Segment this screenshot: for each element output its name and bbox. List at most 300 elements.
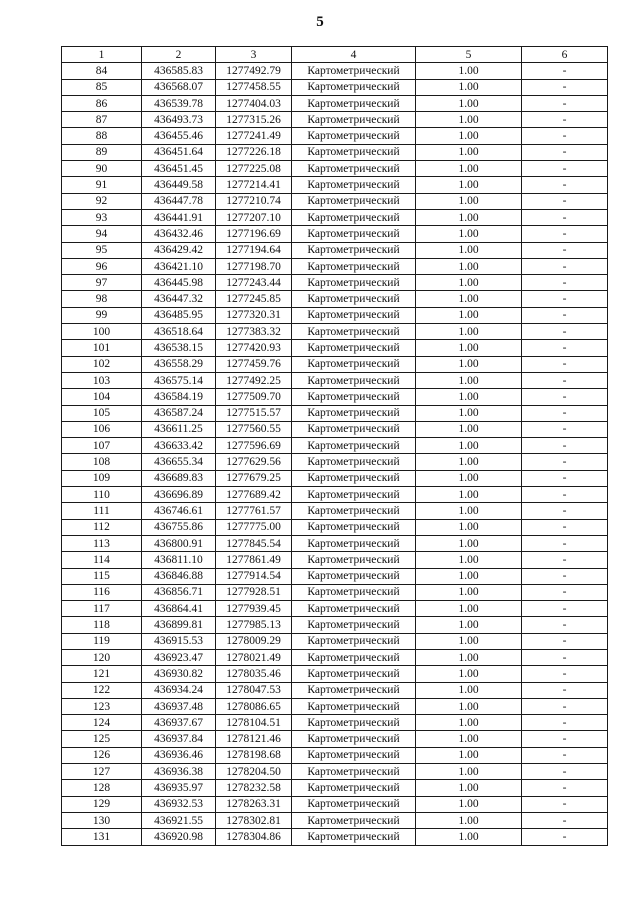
y-coordinate-cell: 1277420.93 bbox=[216, 340, 292, 356]
accuracy-cell: 1.00 bbox=[416, 291, 522, 307]
table-row bbox=[62, 340, 608, 356]
method-cell: Картометрический bbox=[292, 275, 416, 291]
point-number-cell: 121 bbox=[62, 666, 142, 682]
point-number-cell: 117 bbox=[62, 601, 142, 617]
accuracy-cell: 1.00 bbox=[416, 79, 522, 95]
accuracy-cell: 1.00 bbox=[416, 568, 522, 584]
y-coordinate-cell: 1277320.31 bbox=[216, 307, 292, 323]
method-cell: Картометрический bbox=[292, 372, 416, 388]
method-cell: Картометрический bbox=[292, 128, 416, 144]
note-cell: - bbox=[522, 812, 608, 828]
x-coordinate-cell: 436864.41 bbox=[142, 601, 216, 617]
point-number-cell: 89 bbox=[62, 144, 142, 160]
method-cell: Картометрический bbox=[292, 79, 416, 95]
table-row bbox=[62, 128, 608, 144]
table-row bbox=[62, 389, 608, 405]
method-cell: Картометрический bbox=[292, 161, 416, 177]
note-cell: - bbox=[522, 747, 608, 763]
table-row bbox=[62, 454, 608, 470]
y-coordinate-cell: 1278232.58 bbox=[216, 780, 292, 796]
method-cell: Картометрический bbox=[292, 829, 416, 845]
note-cell: - bbox=[522, 698, 608, 714]
method-cell: Картометрический bbox=[292, 144, 416, 160]
x-coordinate-cell: 436611.25 bbox=[142, 421, 216, 437]
accuracy-cell: 1.00 bbox=[416, 764, 522, 780]
note-cell: - bbox=[522, 324, 608, 340]
table-row bbox=[62, 568, 608, 584]
x-coordinate-cell: 436575.14 bbox=[142, 372, 216, 388]
accuracy-cell: 1.00 bbox=[416, 519, 522, 535]
y-coordinate-cell: 1278304.86 bbox=[216, 829, 292, 845]
note-cell: - bbox=[522, 372, 608, 388]
note-cell: - bbox=[522, 421, 608, 437]
table-row bbox=[62, 519, 608, 535]
accuracy-cell: 1.00 bbox=[416, 95, 522, 111]
point-number-cell: 104 bbox=[62, 389, 142, 405]
x-coordinate-cell: 436568.07 bbox=[142, 79, 216, 95]
note-cell: - bbox=[522, 487, 608, 503]
y-coordinate-cell: 1277245.85 bbox=[216, 291, 292, 307]
point-number-cell: 126 bbox=[62, 747, 142, 763]
method-cell: Картометрический bbox=[292, 796, 416, 812]
table-row bbox=[62, 715, 608, 731]
x-coordinate-cell: 436485.95 bbox=[142, 307, 216, 323]
point-number-cell: 116 bbox=[62, 584, 142, 600]
method-cell: Картометрический bbox=[292, 698, 416, 714]
y-coordinate-cell: 1277214.41 bbox=[216, 177, 292, 193]
note-cell: - bbox=[522, 584, 608, 600]
accuracy-cell: 1.00 bbox=[416, 552, 522, 568]
page-number: 5 bbox=[316, 14, 324, 30]
point-number-cell: 123 bbox=[62, 698, 142, 714]
point-number-cell: 118 bbox=[62, 617, 142, 633]
accuracy-cell: 1.00 bbox=[416, 144, 522, 160]
point-number-cell: 93 bbox=[62, 209, 142, 225]
accuracy-cell: 1.00 bbox=[416, 584, 522, 600]
table-row bbox=[62, 405, 608, 421]
table-header-row bbox=[62, 47, 608, 63]
y-coordinate-cell: 1277560.55 bbox=[216, 421, 292, 437]
method-cell: Картометрический bbox=[292, 307, 416, 323]
table-row bbox=[62, 193, 608, 209]
x-coordinate-cell: 436451.64 bbox=[142, 144, 216, 160]
accuracy-cell: 1.00 bbox=[416, 829, 522, 845]
accuracy-cell: 1.00 bbox=[416, 649, 522, 665]
point-number-cell: 103 bbox=[62, 372, 142, 388]
method-cell: Картометрический bbox=[292, 112, 416, 128]
table-row bbox=[62, 764, 608, 780]
column-header: 2 bbox=[142, 47, 216, 63]
note-cell: - bbox=[522, 535, 608, 551]
table-row bbox=[62, 682, 608, 698]
method-cell: Картометрический bbox=[292, 95, 416, 111]
point-number-cell: 84 bbox=[62, 63, 142, 79]
x-coordinate-cell: 436447.78 bbox=[142, 193, 216, 209]
table-row bbox=[62, 535, 608, 551]
x-coordinate-cell: 436493.73 bbox=[142, 112, 216, 128]
point-number-cell: 108 bbox=[62, 454, 142, 470]
accuracy-cell: 1.00 bbox=[416, 275, 522, 291]
note-cell: - bbox=[522, 503, 608, 519]
x-coordinate-cell: 436755.86 bbox=[142, 519, 216, 535]
method-cell: Картометрический bbox=[292, 747, 416, 763]
table-row bbox=[62, 258, 608, 274]
table-row bbox=[62, 161, 608, 177]
y-coordinate-cell: 1277243.44 bbox=[216, 275, 292, 291]
note-cell: - bbox=[522, 666, 608, 682]
x-coordinate-cell: 436746.61 bbox=[142, 503, 216, 519]
x-coordinate-cell: 436429.42 bbox=[142, 242, 216, 258]
point-number-cell: 111 bbox=[62, 503, 142, 519]
y-coordinate-cell: 1278121.46 bbox=[216, 731, 292, 747]
table-row bbox=[62, 731, 608, 747]
y-coordinate-cell: 1277226.18 bbox=[216, 144, 292, 160]
table-row bbox=[62, 242, 608, 258]
y-coordinate-cell: 1277492.79 bbox=[216, 63, 292, 79]
note-cell: - bbox=[522, 275, 608, 291]
note-cell: - bbox=[522, 340, 608, 356]
table-row bbox=[62, 633, 608, 649]
method-cell: Картометрический bbox=[292, 258, 416, 274]
table-row bbox=[62, 601, 608, 617]
x-coordinate-cell: 436846.88 bbox=[142, 568, 216, 584]
note-cell: - bbox=[522, 177, 608, 193]
note-cell: - bbox=[522, 193, 608, 209]
point-number-cell: 90 bbox=[62, 161, 142, 177]
method-cell: Картометрический bbox=[292, 780, 416, 796]
method-cell: Картометрический bbox=[292, 405, 416, 421]
method-cell: Картометрический bbox=[292, 601, 416, 617]
x-coordinate-cell: 436455.46 bbox=[142, 128, 216, 144]
point-number-cell: 114 bbox=[62, 552, 142, 568]
accuracy-cell: 1.00 bbox=[416, 242, 522, 258]
accuracy-cell: 1.00 bbox=[416, 112, 522, 128]
accuracy-cell: 1.00 bbox=[416, 177, 522, 193]
method-cell: Картометрический bbox=[292, 193, 416, 209]
accuracy-cell: 1.00 bbox=[416, 715, 522, 731]
method-cell: Картометрический bbox=[292, 242, 416, 258]
accuracy-cell: 1.00 bbox=[416, 601, 522, 617]
accuracy-cell: 1.00 bbox=[416, 535, 522, 551]
y-coordinate-cell: 1277196.69 bbox=[216, 226, 292, 242]
note-cell: - bbox=[522, 405, 608, 421]
point-number-cell: 120 bbox=[62, 649, 142, 665]
x-coordinate-cell: 436449.58 bbox=[142, 177, 216, 193]
note-cell: - bbox=[522, 128, 608, 144]
method-cell: Картометрический bbox=[292, 552, 416, 568]
x-coordinate-cell: 436923.47 bbox=[142, 649, 216, 665]
accuracy-cell: 1.00 bbox=[416, 258, 522, 274]
method-cell: Картометрический bbox=[292, 209, 416, 225]
method-cell: Картометрический bbox=[292, 568, 416, 584]
note-cell: - bbox=[522, 633, 608, 649]
note-cell: - bbox=[522, 63, 608, 79]
x-coordinate-cell: 436921.55 bbox=[142, 812, 216, 828]
point-number-cell: 109 bbox=[62, 470, 142, 486]
point-number-cell: 91 bbox=[62, 177, 142, 193]
point-number-cell: 128 bbox=[62, 780, 142, 796]
method-cell: Картометрический bbox=[292, 470, 416, 486]
note-cell: - bbox=[522, 112, 608, 128]
accuracy-cell: 1.00 bbox=[416, 812, 522, 828]
method-cell: Картометрический bbox=[292, 291, 416, 307]
y-coordinate-cell: 1278204.50 bbox=[216, 764, 292, 780]
y-coordinate-cell: 1277315.26 bbox=[216, 112, 292, 128]
x-coordinate-cell: 436937.67 bbox=[142, 715, 216, 731]
note-cell: - bbox=[522, 242, 608, 258]
method-cell: Картометрический bbox=[292, 649, 416, 665]
column-header: 3 bbox=[216, 47, 292, 63]
point-number-cell: 96 bbox=[62, 258, 142, 274]
table-row bbox=[62, 666, 608, 682]
x-coordinate-cell: 436800.91 bbox=[142, 535, 216, 551]
y-coordinate-cell: 1278198.68 bbox=[216, 747, 292, 763]
note-cell: - bbox=[522, 161, 608, 177]
accuracy-cell: 1.00 bbox=[416, 307, 522, 323]
x-coordinate-cell: 436445.98 bbox=[142, 275, 216, 291]
note-cell: - bbox=[522, 470, 608, 486]
point-number-cell: 101 bbox=[62, 340, 142, 356]
y-coordinate-cell: 1277241.49 bbox=[216, 128, 292, 144]
column-header: 6 bbox=[522, 47, 608, 63]
table-row bbox=[62, 421, 608, 437]
y-coordinate-cell: 1277207.10 bbox=[216, 209, 292, 225]
method-cell: Картометрический bbox=[292, 63, 416, 79]
accuracy-cell: 1.00 bbox=[416, 372, 522, 388]
column-header: 1 bbox=[62, 47, 142, 63]
y-coordinate-cell: 1278021.49 bbox=[216, 649, 292, 665]
point-number-cell: 94 bbox=[62, 226, 142, 242]
x-coordinate-cell: 436935.97 bbox=[142, 780, 216, 796]
x-coordinate-cell: 436899.81 bbox=[142, 617, 216, 633]
x-coordinate-cell: 436432.46 bbox=[142, 226, 216, 242]
note-cell: - bbox=[522, 519, 608, 535]
method-cell: Картометрический bbox=[292, 340, 416, 356]
method-cell: Картометрический bbox=[292, 617, 416, 633]
table-row bbox=[62, 503, 608, 519]
method-cell: Картометрический bbox=[292, 764, 416, 780]
table-row bbox=[62, 780, 608, 796]
table-row bbox=[62, 552, 608, 568]
x-coordinate-cell: 436915.53 bbox=[142, 633, 216, 649]
note-cell: - bbox=[522, 389, 608, 405]
method-cell: Картометрический bbox=[292, 324, 416, 340]
point-number-cell: 97 bbox=[62, 275, 142, 291]
point-number-cell: 106 bbox=[62, 421, 142, 437]
x-coordinate-cell: 436655.34 bbox=[142, 454, 216, 470]
note-cell: - bbox=[522, 601, 608, 617]
note-cell: - bbox=[522, 291, 608, 307]
table-row bbox=[62, 796, 608, 812]
table-row bbox=[62, 372, 608, 388]
note-cell: - bbox=[522, 829, 608, 845]
table-row bbox=[62, 356, 608, 372]
accuracy-cell: 1.00 bbox=[416, 340, 522, 356]
point-number-cell: 85 bbox=[62, 79, 142, 95]
point-number-cell: 110 bbox=[62, 487, 142, 503]
table-row bbox=[62, 307, 608, 323]
x-coordinate-cell: 436856.71 bbox=[142, 584, 216, 600]
point-number-cell: 124 bbox=[62, 715, 142, 731]
method-cell: Картометрический bbox=[292, 535, 416, 551]
point-number-cell: 122 bbox=[62, 682, 142, 698]
method-cell: Картометрический bbox=[292, 177, 416, 193]
note-cell: - bbox=[522, 715, 608, 731]
point-number-cell: 127 bbox=[62, 764, 142, 780]
y-coordinate-cell: 1277761.57 bbox=[216, 503, 292, 519]
y-coordinate-cell: 1277225.08 bbox=[216, 161, 292, 177]
point-number-cell: 100 bbox=[62, 324, 142, 340]
method-cell: Картометрический bbox=[292, 731, 416, 747]
y-coordinate-cell: 1277985.13 bbox=[216, 617, 292, 633]
method-cell: Картометрический bbox=[292, 389, 416, 405]
x-coordinate-cell: 436936.38 bbox=[142, 764, 216, 780]
y-coordinate-cell: 1277458.55 bbox=[216, 79, 292, 95]
y-coordinate-cell: 1277459.76 bbox=[216, 356, 292, 372]
note-cell: - bbox=[522, 682, 608, 698]
note-cell: - bbox=[522, 438, 608, 454]
accuracy-cell: 1.00 bbox=[416, 421, 522, 437]
x-coordinate-cell: 436689.83 bbox=[142, 470, 216, 486]
table-row bbox=[62, 470, 608, 486]
table-row bbox=[62, 63, 608, 79]
table-row bbox=[62, 698, 608, 714]
table-body bbox=[62, 63, 608, 845]
y-coordinate-cell: 1278086.65 bbox=[216, 698, 292, 714]
y-coordinate-cell: 1277492.25 bbox=[216, 372, 292, 388]
x-coordinate-cell: 436920.98 bbox=[142, 829, 216, 845]
accuracy-cell: 1.00 bbox=[416, 324, 522, 340]
accuracy-cell: 1.00 bbox=[416, 731, 522, 747]
note-cell: - bbox=[522, 731, 608, 747]
point-number-cell: 98 bbox=[62, 291, 142, 307]
x-coordinate-cell: 436696.89 bbox=[142, 487, 216, 503]
table-row bbox=[62, 487, 608, 503]
accuracy-cell: 1.00 bbox=[416, 470, 522, 486]
x-coordinate-cell: 436538.15 bbox=[142, 340, 216, 356]
coordinates-table bbox=[61, 46, 608, 846]
accuracy-cell: 1.00 bbox=[416, 356, 522, 372]
method-cell: Картометрический bbox=[292, 356, 416, 372]
point-number-cell: 130 bbox=[62, 812, 142, 828]
x-coordinate-cell: 436937.84 bbox=[142, 731, 216, 747]
x-coordinate-cell: 436936.46 bbox=[142, 747, 216, 763]
point-number-cell: 112 bbox=[62, 519, 142, 535]
accuracy-cell: 1.00 bbox=[416, 161, 522, 177]
y-coordinate-cell: 1277914.54 bbox=[216, 568, 292, 584]
method-cell: Картометрический bbox=[292, 454, 416, 470]
column-header: 5 bbox=[416, 47, 522, 63]
note-cell: - bbox=[522, 144, 608, 160]
note-cell: - bbox=[522, 307, 608, 323]
y-coordinate-cell: 1277509.70 bbox=[216, 389, 292, 405]
y-coordinate-cell: 1277596.69 bbox=[216, 438, 292, 454]
y-coordinate-cell: 1277629.56 bbox=[216, 454, 292, 470]
table-row bbox=[62, 177, 608, 193]
x-coordinate-cell: 436934.24 bbox=[142, 682, 216, 698]
method-cell: Картометрический bbox=[292, 487, 416, 503]
method-cell: Картометрический bbox=[292, 666, 416, 682]
note-cell: - bbox=[522, 258, 608, 274]
method-cell: Картометрический bbox=[292, 584, 416, 600]
note-cell: - bbox=[522, 454, 608, 470]
x-coordinate-cell: 436421.10 bbox=[142, 258, 216, 274]
method-cell: Картометрический bbox=[292, 226, 416, 242]
y-coordinate-cell: 1278302.81 bbox=[216, 812, 292, 828]
table-row bbox=[62, 812, 608, 828]
column-header: 4 bbox=[292, 47, 416, 63]
note-cell: - bbox=[522, 649, 608, 665]
accuracy-cell: 1.00 bbox=[416, 63, 522, 79]
y-coordinate-cell: 1277939.45 bbox=[216, 601, 292, 617]
table-row bbox=[62, 226, 608, 242]
point-number-cell: 107 bbox=[62, 438, 142, 454]
x-coordinate-cell: 436539.78 bbox=[142, 95, 216, 111]
y-coordinate-cell: 1277775.00 bbox=[216, 519, 292, 535]
note-cell: - bbox=[522, 764, 608, 780]
note-cell: - bbox=[522, 780, 608, 796]
table-row bbox=[62, 144, 608, 160]
method-cell: Картометрический bbox=[292, 715, 416, 731]
y-coordinate-cell: 1278009.29 bbox=[216, 633, 292, 649]
accuracy-cell: 1.00 bbox=[416, 633, 522, 649]
table-row bbox=[62, 438, 608, 454]
accuracy-cell: 1.00 bbox=[416, 698, 522, 714]
point-number-cell: 105 bbox=[62, 405, 142, 421]
y-coordinate-cell: 1277515.57 bbox=[216, 405, 292, 421]
accuracy-cell: 1.00 bbox=[416, 796, 522, 812]
accuracy-cell: 1.00 bbox=[416, 209, 522, 225]
x-coordinate-cell: 436937.48 bbox=[142, 698, 216, 714]
y-coordinate-cell: 1278035.46 bbox=[216, 666, 292, 682]
table-row bbox=[62, 291, 608, 307]
point-number-cell: 88 bbox=[62, 128, 142, 144]
point-number-cell: 87 bbox=[62, 112, 142, 128]
table-row bbox=[62, 584, 608, 600]
y-coordinate-cell: 1277198.70 bbox=[216, 258, 292, 274]
x-coordinate-cell: 436447.32 bbox=[142, 291, 216, 307]
accuracy-cell: 1.00 bbox=[416, 405, 522, 421]
x-coordinate-cell: 436930.82 bbox=[142, 666, 216, 682]
accuracy-cell: 1.00 bbox=[416, 438, 522, 454]
table-row bbox=[62, 649, 608, 665]
method-cell: Картометрический bbox=[292, 438, 416, 454]
accuracy-cell: 1.00 bbox=[416, 454, 522, 470]
y-coordinate-cell: 1277845.54 bbox=[216, 535, 292, 551]
y-coordinate-cell: 1277383.32 bbox=[216, 324, 292, 340]
x-coordinate-cell: 436587.24 bbox=[142, 405, 216, 421]
note-cell: - bbox=[522, 617, 608, 633]
x-coordinate-cell: 436811.10 bbox=[142, 552, 216, 568]
method-cell: Картометрический bbox=[292, 812, 416, 828]
table-row bbox=[62, 324, 608, 340]
y-coordinate-cell: 1277194.64 bbox=[216, 242, 292, 258]
method-cell: Картометрический bbox=[292, 421, 416, 437]
note-cell: - bbox=[522, 226, 608, 242]
table-row bbox=[62, 95, 608, 111]
point-number-cell: 119 bbox=[62, 633, 142, 649]
note-cell: - bbox=[522, 79, 608, 95]
method-cell: Картометрический bbox=[292, 633, 416, 649]
point-number-cell: 125 bbox=[62, 731, 142, 747]
x-coordinate-cell: 436558.29 bbox=[142, 356, 216, 372]
method-cell: Картометрический bbox=[292, 503, 416, 519]
accuracy-cell: 1.00 bbox=[416, 193, 522, 209]
table-row bbox=[62, 829, 608, 845]
point-number-cell: 102 bbox=[62, 356, 142, 372]
point-number-cell: 86 bbox=[62, 95, 142, 111]
accuracy-cell: 1.00 bbox=[416, 780, 522, 796]
